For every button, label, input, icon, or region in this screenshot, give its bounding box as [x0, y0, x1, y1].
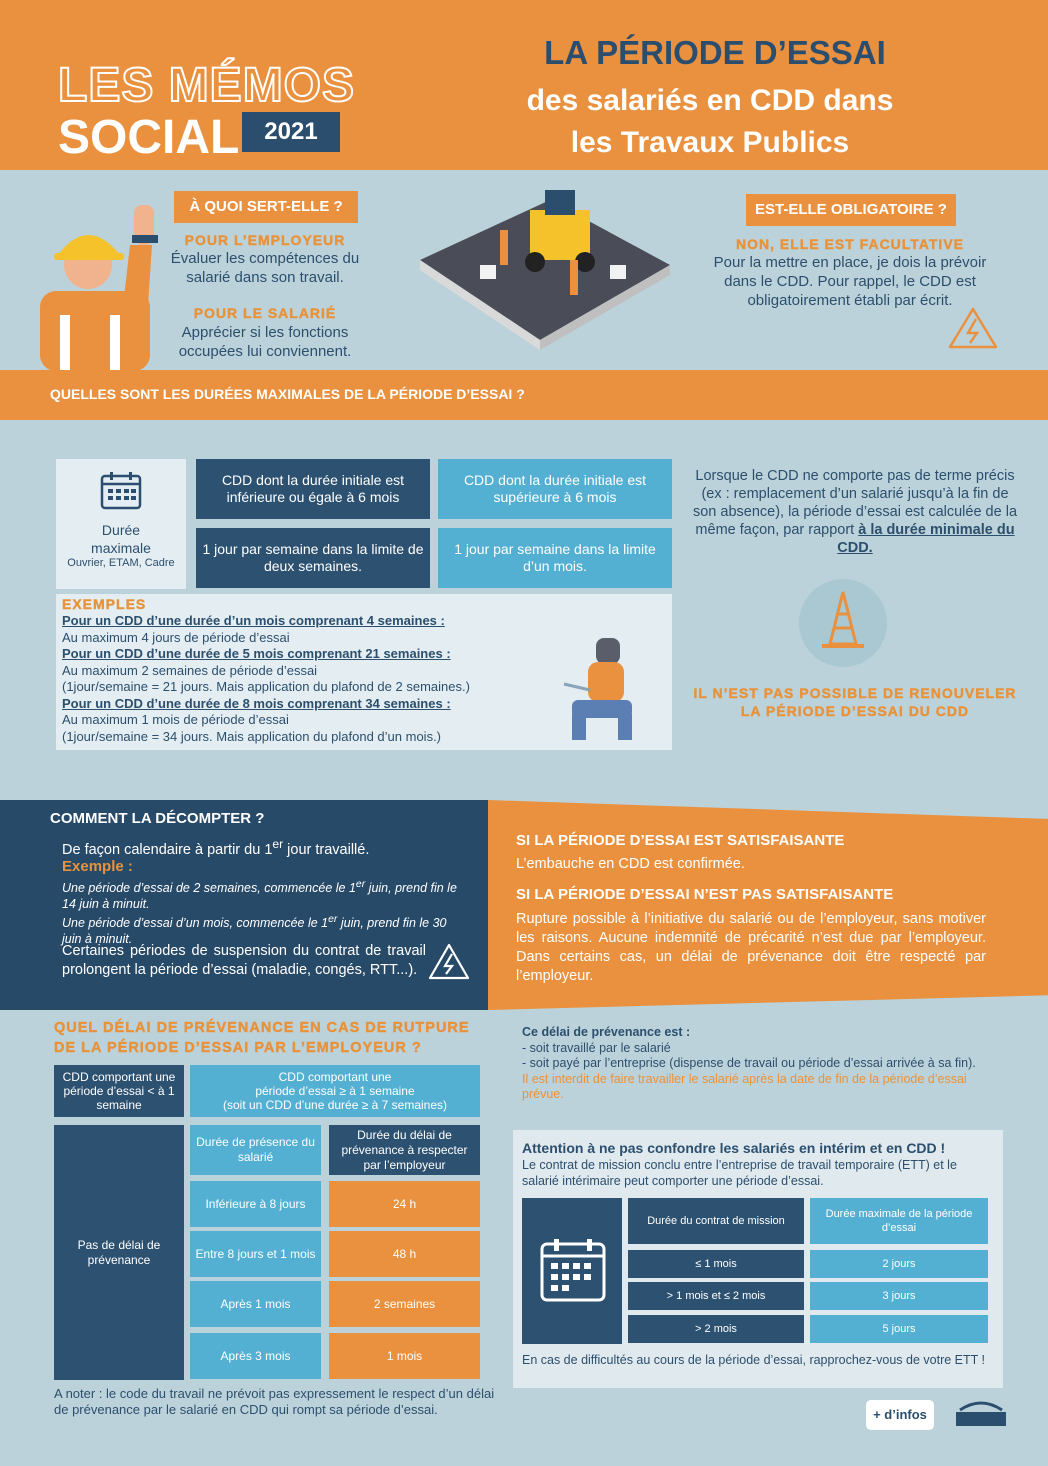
interim-row-2-duration: > 1 mois et ≤ 2 mois [628, 1282, 804, 1310]
interim-head-duration: Durée du contrat de mission [628, 1198, 804, 1244]
notice-row-2-presence: Entre 8 jours et 1 mois [190, 1231, 321, 1277]
notice-left-value: Pas de délai de prévenance [54, 1125, 184, 1380]
count-example-1 [62, 877, 467, 912]
count-heading: COMMENT LA DÉCOMPTER ? [50, 810, 265, 827]
employer-text: Évaluer les compétences du salarié dans son travail. [170, 250, 360, 286]
roadwork-illustration [420, 180, 670, 355]
count-intro [62, 837, 369, 858]
employer-heading: POUR L’EMPLOYEUR [184, 232, 346, 248]
mandatory-answer-heading: NON, ELLE EST FACULTATIVE [736, 236, 964, 252]
example-2-head: Pour un CDD d’une durée de 5 mois comprenant 21 semaines : [62, 646, 451, 661]
outcome-ko-heading: SI LA PÉRIODE D’ESSAI N’EST PAS SATISFAISANTE [516, 886, 894, 903]
employee-heading: POUR LE SALARIÉ [193, 305, 337, 321]
year-badge: 2021 [242, 112, 340, 152]
outcome-ko-text: Rupture possible à l’initiative du salarié ou de l’employeur, sans motiver les raisons. Aucune indemnité de précarité n’est due par l’employeur. Dans certains cas, un délai de prévenance doit être respecté par l’employeur. [516, 911, 986, 984]
duration-note [690, 467, 1020, 557]
notice-head-right-2: période d’essai ≥ à 1 semaine [255, 1084, 415, 1098]
cone-icon [798, 578, 888, 668]
notice-head-right [190, 1065, 480, 1117]
logo [952, 1396, 1010, 1434]
count-intro-pre: De façon calendaire à partir du 1 [62, 841, 273, 858]
example-2-line1: Au maximum 2 semaines de période d’essai [62, 662, 318, 678]
interim-row-1-max: 2 jours [810, 1250, 988, 1278]
examples-heading: EXEMPLES [62, 596, 147, 612]
notice-side-line1: - soit travaillé par le salarié [522, 1040, 671, 1055]
example-3-line2: (1jour/semaine = 34 jours. Mais application du plafond d’un mois.) [62, 728, 442, 744]
notice-side [522, 1025, 1002, 1103]
notice-row-3-delay: 2 semaines [329, 1281, 480, 1327]
example-2-line2: (1jour/semaine = 21 jours. Mais application du plafond de 2 semaines.) [62, 679, 470, 694]
notice-head-right-1: CDD comportant une [278, 1070, 392, 1084]
notice-head-left: CDD comportant une période d’essai < à 1 semaine [54, 1065, 184, 1117]
page-subtitle-line2: les Travaux Publics [570, 126, 850, 159]
col2-value: 1 jour par semaine dans la limite d’un mois. [438, 528, 672, 588]
memos-title-line2: SOCIAL [58, 111, 240, 164]
interim-row-3-max: 5 jours [810, 1315, 988, 1343]
example-1-head: Pour un CDD d’une durée d’un mois comprenant 4 semaines : [62, 613, 445, 628]
worker-waving-illustration [30, 195, 180, 370]
page-subtitle-line1: des salariés en CDD dans [526, 84, 894, 117]
duration-note-text: Lorsque le CDD ne comporte pas de terme précis (ex : remplacement d’un salarié jusqu’à la fin de son absence), la période d’essai est calculée de la même façon, par rapport [692, 468, 1018, 538]
notice-row-3-presence: Après 1 mois [190, 1281, 321, 1327]
interim-text: Le contrat de mission conclu entre l’entreprise de travail temporaire (ETT) et le salarié intérimaire peut comporter une période d’essai. [522, 1158, 957, 1188]
purpose-tag: À QUOI SERT-ELLE ? [174, 191, 358, 223]
page-subtitle [470, 80, 950, 164]
interim-heading: Attention à ne pas confondre les salariés en intérim et en CDD ! [522, 1140, 946, 1156]
count-example-heading: Exemple : [62, 858, 133, 875]
mandatory-answer-text: Pour la mettre en place, je dois la prévoir dans le CDD. Pour rappel, le CDD est obligatoirement établi par écrit. [713, 254, 987, 309]
outcome-ok-heading: SI LA PÉRIODE D’ESSAI EST SATISFAISANTE [516, 832, 845, 849]
more-info-button[interactable]: + d’infos [866, 1400, 934, 1430]
outcome-ok-text: L’embauche en CDD est confirmée. [516, 856, 745, 872]
col1-value: 1 jour par semaine dans la limite de deux semaines. [196, 528, 430, 588]
count-ex2-post: juin, prend fin le 30 juin à minuit. [62, 916, 447, 947]
durations-heading: QUELLES SONT LES DURÉES MAXIMALES DE LA PÉRIODE D’ESSAI ? [50, 386, 525, 402]
warning-icon [946, 305, 1000, 351]
col1-header: CDD dont la durée initiale est inférieure ou égale à 6 mois [196, 459, 430, 519]
col2-header: CDD dont la durée initiale est supérieure à 6 mois [438, 459, 672, 519]
interim-calendar-cell [522, 1198, 622, 1344]
notice-row-4-delay: 1 mois [329, 1333, 480, 1379]
mandatory-tag: EST-ELLE OBLIGATOIRE ? [746, 194, 956, 226]
notice-sub-delay: Durée du délai de prévenance à respecter par l’employeur [329, 1125, 480, 1175]
interim-head-max: Durée maximale de la période d’essai [810, 1198, 988, 1244]
interim-row-1-duration: ≤ 1 mois [628, 1250, 804, 1278]
renew-warning: IL N’EST PAS POSSIBLE DE RENOUVELER LA PÉRIODE D’ESSAI DU CDD [693, 685, 1017, 719]
count-ex2-pre: Une période d’essai d’un mois, commencée le 1 [62, 916, 329, 931]
count-ex2-sup: er [328, 914, 338, 926]
count-intro-post: jour travaillé. [283, 841, 370, 858]
examples-list [62, 613, 582, 745]
memos-title-line1: LES MÉMOS [58, 59, 356, 112]
notice-side-title: Ce délai de prévenance est : [522, 1025, 691, 1039]
count-suspension: Certaines périodes de suspension du contrat de travail prolongent la période d’essai (maladie, congés, RTT...). [62, 943, 426, 978]
duration-label-title: Durée maximale [91, 522, 151, 556]
duration-note-link: à la durée minimale du CDD. [837, 522, 1015, 556]
duration-label-sub: Ouvrier, ETAM, Cadre [67, 557, 175, 569]
interim-row-2-max: 3 jours [810, 1282, 988, 1310]
count-examples [62, 877, 467, 947]
example-3-line1: Au maximum 1 mois de période d’essai [62, 712, 289, 727]
example-1-line: Au maximum 4 jours de période d’essai [62, 629, 290, 645]
notice-footnote: A noter : le code du travail ne prévoit pas expressement le respect d’un délai de prévenance par le salarié en CDD qui rompt sa période d’essai. [54, 1386, 495, 1417]
notice-head-right-3: (soit un CDD d’une durée ≥ à 7 semaines) [222, 1098, 448, 1112]
example-3-head: Pour un CDD d’une durée de 8 mois comprenant 34 semaines : [62, 695, 451, 711]
count-ex1-pre: Une période d’essai de 2 semaines, commencée le 1 [62, 881, 356, 896]
notice-row-1-presence: Inférieure à 8 jours [190, 1181, 321, 1227]
lightning-warning-icon [427, 942, 471, 982]
notice-side-line2: - soit payé par l’entreprise (dispense de travail ou période d’essai arrivée à sa fin). [522, 1056, 976, 1070]
logo-mark [952, 1396, 1010, 1434]
notice-row-2-delay: 48 h [329, 1231, 480, 1277]
notice-row-4-presence: Après 3 mois [190, 1333, 321, 1379]
duration-label-cell [56, 459, 186, 589]
durations-bar [0, 370, 1048, 420]
notice-heading: QUEL DÉLAI DE PRÉVENANCE EN CAS DE RUTPURE DE LA PÉRIODE D’ESSAI PAR L’EMPLOYEUR ? [54, 1020, 470, 1056]
notice-row-1-delay: 24 h [329, 1181, 480, 1227]
interim-footer: En cas de difficultés au cours de la période d’essai, rapprochez-vous de votre ETT ! [522, 1353, 985, 1367]
employee-text: Apprécier si les fonctions occupées lui conviennent. [178, 324, 352, 360]
count-ex1-sup: er [355, 879, 366, 890]
calendar-icon [100, 471, 142, 511]
notice-side-warning: Il est interdit de faire travailler le salarié après la date de fin de la période d’essai prévue. [522, 1071, 967, 1101]
calendar-icon [538, 1236, 608, 1306]
notice-sub-presence: Durée de présence du salarié [190, 1125, 321, 1175]
interim-row-3-duration: > 2 mois [628, 1315, 804, 1343]
page-title: LA PÉRIODE D’ESSAI [544, 34, 886, 71]
count-intro-sup: er [272, 837, 284, 851]
welder-illustration [560, 630, 650, 745]
count-ex1-post: juin, prend fin le 14 juin à minuit. [62, 881, 457, 912]
